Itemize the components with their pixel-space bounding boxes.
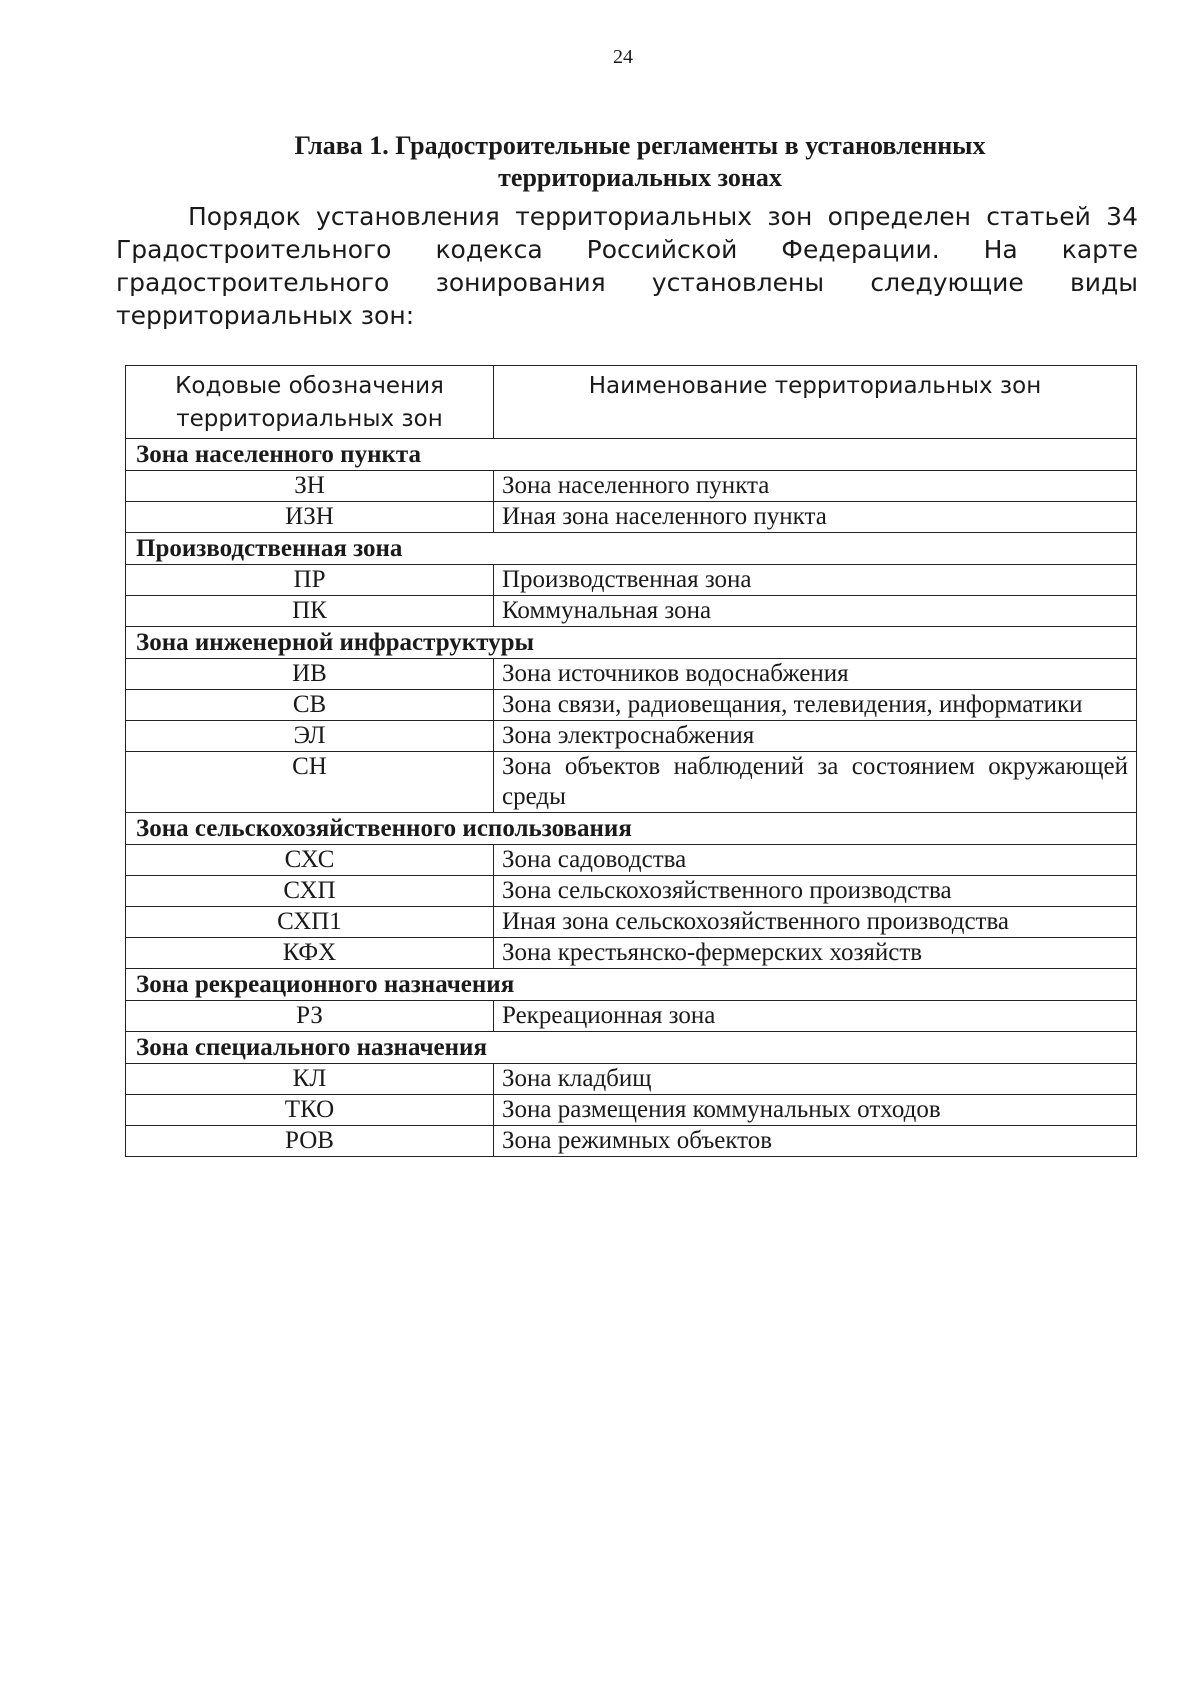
table-row	[126, 690, 1137, 721]
table-row	[126, 1064, 1137, 1095]
zone-name: Зона электроснабжения	[494, 721, 1137, 752]
group-title: Зона рекреационного назначения	[126, 969, 1137, 1001]
table-row	[126, 565, 1137, 596]
zone-code: ИВ	[126, 659, 494, 690]
zone-group	[126, 969, 1137, 1032]
header-code-cell: Кодовые обозначения территориальных зон	[126, 366, 494, 439]
zone-code: РОВ	[126, 1126, 494, 1157]
zone-name: Зона размещения коммунальных отходов	[494, 1095, 1137, 1126]
zone-name: Коммунальная зона	[494, 596, 1137, 627]
table-row	[126, 1095, 1137, 1126]
zone-code: СВ	[126, 690, 494, 721]
table-row	[126, 502, 1137, 533]
group-title: Зона инженерной инфраструктуры	[126, 627, 1137, 659]
zone-group	[126, 1032, 1137, 1157]
zone-name: Иная зона сельскохозяйственного производства	[494, 907, 1137, 938]
group-title-row	[126, 813, 1137, 845]
group-title-row	[126, 969, 1137, 1001]
zone-code: СН	[126, 752, 494, 813]
zone-code: ПР	[126, 565, 494, 596]
group-title: Зона населенного пункта	[126, 439, 1137, 471]
table-header-row	[126, 366, 1137, 439]
group-title: Зона специального назначения	[126, 1032, 1137, 1064]
zone-name: Зона связи, радиовещания, телевидения, информатики	[494, 690, 1137, 721]
zone-code: ЭЛ	[126, 721, 494, 752]
table-row	[126, 1001, 1137, 1032]
zone-code: РЗ	[126, 1001, 494, 1032]
zone-code: КФХ	[126, 938, 494, 969]
table-row	[126, 907, 1137, 938]
zone-name: Зона населенного пункта	[494, 471, 1137, 502]
table-row	[126, 596, 1137, 627]
zone-name: Зона крестьянско-фермерских хозяйств	[494, 938, 1137, 969]
zone-group	[126, 813, 1137, 969]
table-row	[126, 1126, 1137, 1157]
zone-group	[126, 533, 1137, 627]
group-title-row	[126, 627, 1137, 659]
chapter-title: Глава 1. Градостроительные регламенты в установленных территориальных зонах	[294, 131, 986, 192]
table-row	[126, 752, 1137, 813]
zone-group	[126, 627, 1137, 813]
zone-code: СХС	[126, 845, 494, 876]
zone-name: Зона режимных объектов	[494, 1126, 1137, 1157]
table-row	[126, 845, 1137, 876]
group-title-row	[126, 533, 1137, 565]
zone-name: Производственная зона	[494, 565, 1137, 596]
zone-name: Зона объектов наблюдений за состоянием окружающей среды	[494, 752, 1137, 813]
territorial-zones-table	[125, 365, 1137, 1157]
table-row	[126, 471, 1137, 502]
zone-code: СХП	[126, 876, 494, 907]
group-title-row	[126, 1032, 1137, 1064]
zone-code: ИЗН	[126, 502, 494, 533]
zone-code: КЛ	[126, 1064, 494, 1095]
zone-name: Зона сельскохозяйственного производства	[494, 876, 1137, 907]
table-row	[126, 659, 1137, 690]
zone-name: Зона кладбищ	[494, 1064, 1137, 1095]
zone-name: Иная зона населенного пункта	[494, 502, 1137, 533]
zone-code: СХП1	[126, 907, 494, 938]
zone-name: Зона источников водоснабжения	[494, 659, 1137, 690]
table-row	[126, 938, 1137, 969]
group-title-row	[126, 439, 1137, 471]
zone-group	[126, 439, 1137, 533]
page-number: 24	[613, 46, 633, 68]
zone-name: Зона садоводства	[494, 845, 1137, 876]
table-row	[126, 721, 1137, 752]
group-title: Производственная зона	[126, 533, 1137, 565]
zone-name: Рекреационная зона	[494, 1001, 1137, 1032]
zone-code: ЗН	[126, 471, 494, 502]
table-row	[126, 876, 1137, 907]
header-name-cell: Наименование территориальных зон	[494, 366, 1137, 439]
group-title: Зона сельскохозяйственного использования	[126, 813, 1137, 845]
zone-code: ТКО	[126, 1095, 494, 1126]
zone-code: ПК	[126, 596, 494, 627]
intro-paragraph: Порядок установления территориальных зон определен статьей 34 Градостроительного кодекса Российской Федерации. На карте градостроительного зонирования установлены следующие виды территориальных зон:	[116, 202, 1138, 330]
